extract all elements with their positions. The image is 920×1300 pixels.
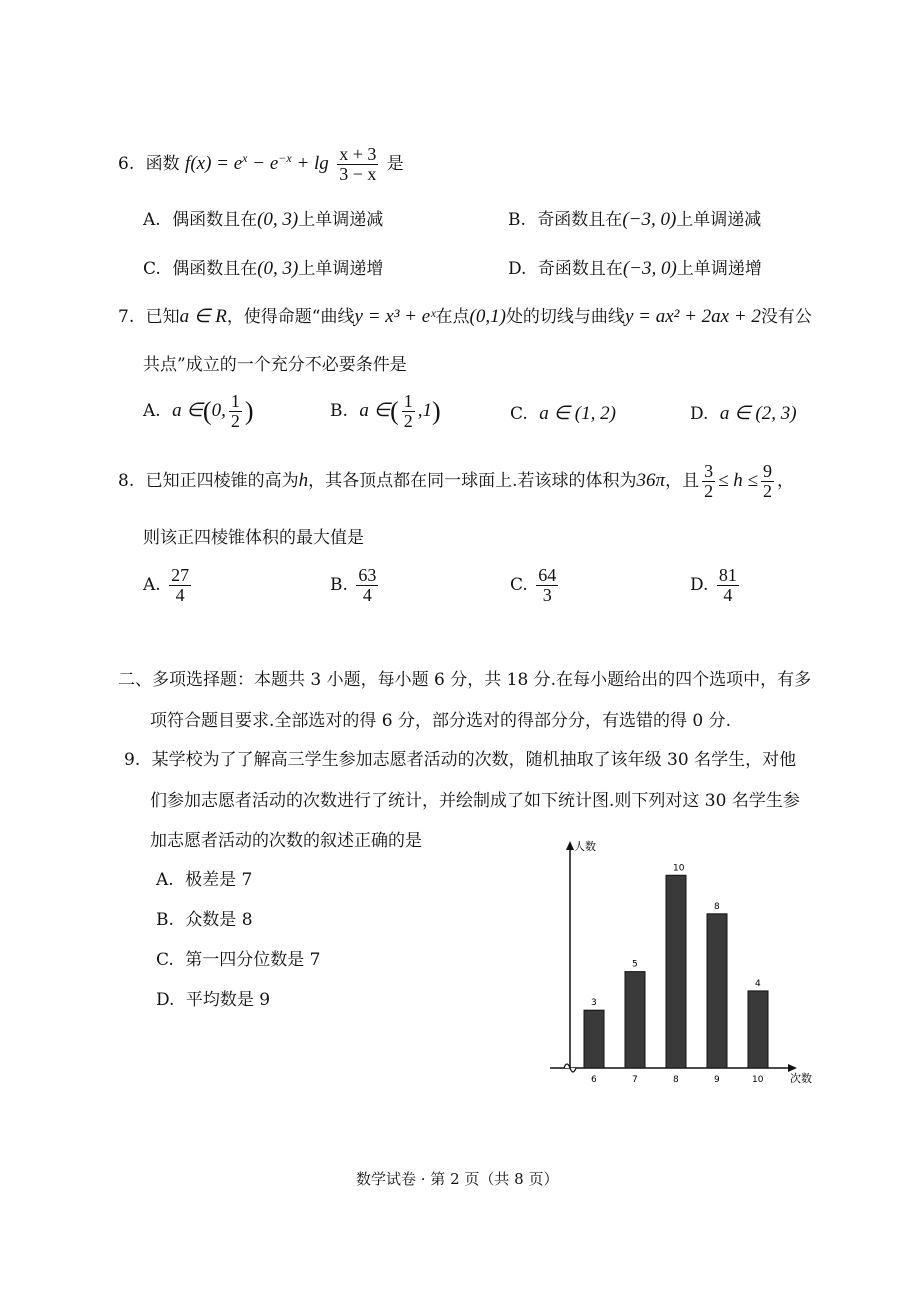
q9-option-c-label: C. bbox=[156, 950, 174, 970]
x-tick-label-7: 7 bbox=[632, 1075, 638, 1085]
q8-option-d-label: D. bbox=[690, 574, 709, 595]
q8-option-b[interactable] bbox=[330, 566, 381, 605]
q6-option-a-label: A. bbox=[143, 210, 161, 230]
q8-option-a-frac bbox=[169, 566, 191, 605]
q8-h: h bbox=[298, 469, 309, 491]
q6-option-a-interval: (0, 3) bbox=[257, 209, 299, 230]
q6-option-b-interval: (−3, 0) bbox=[622, 209, 677, 230]
q8-frac1-num: 3 bbox=[704, 461, 714, 481]
q8-number: 8. bbox=[118, 470, 135, 491]
q7-option-a-lparen: ( bbox=[202, 396, 212, 426]
q9-stem-line3: 加志愿者活动的次数的叙述正确的是 bbox=[150, 831, 422, 851]
q6-option-d[interactable] bbox=[508, 254, 762, 280]
q6-option-d-interval: (−3, 0) bbox=[622, 258, 677, 279]
section2-line1: 二、多项选择题：本题共 3 小题，每小题 6 分，共 18 分.在每小题给出的四个选项中，有多 bbox=[118, 670, 812, 690]
q9-option-b[interactable] bbox=[156, 905, 253, 930]
q7-option-d-label: D. bbox=[690, 404, 709, 424]
q8-option-d[interactable] bbox=[690, 566, 742, 605]
x-tick-label-10: 10 bbox=[752, 1075, 764, 1085]
q8-option-d-den: 4 bbox=[723, 584, 733, 605]
x-axis-arrow bbox=[788, 1064, 797, 1072]
q6-fx: f(x) = e bbox=[185, 152, 243, 174]
q7-text-e: 没有公 bbox=[760, 307, 812, 327]
q6-option-b-pre: 奇函数且在 bbox=[537, 210, 623, 230]
q7-option-a-label: A. bbox=[143, 400, 161, 421]
q8-frac1-den: 2 bbox=[704, 480, 714, 501]
q7-option-a-den: 2 bbox=[230, 410, 240, 431]
q7-math2: y = x³ + eˣ bbox=[354, 306, 436, 327]
q7-stem-line2: 共点”成立的一个充分不必要条件是 bbox=[143, 355, 407, 375]
q7-stem-line1 bbox=[118, 302, 812, 328]
q8-option-c-den: 3 bbox=[542, 584, 552, 605]
y-axis-arrow bbox=[566, 841, 574, 850]
page-footer: 数学试卷 · 第 2 页（共 8 页） bbox=[356, 1170, 559, 1188]
q7-option-c[interactable] bbox=[510, 402, 616, 425]
q6-option-c-pre: 偶函数且在 bbox=[172, 259, 258, 279]
q7-text-d: 处的切线与曲线 bbox=[505, 307, 625, 327]
bar-8 bbox=[666, 875, 686, 1068]
q8-volume: 36π bbox=[636, 469, 666, 491]
bar-value-label-6: 3 bbox=[591, 998, 597, 1009]
q6-number: 6. bbox=[118, 153, 135, 174]
q9-option-d-label: D. bbox=[156, 990, 175, 1010]
q6-option-c-interval: (0, 3) bbox=[257, 258, 299, 279]
q6-option-d-post: 上单调递增 bbox=[676, 259, 762, 279]
q7-math4: y = ax² + 2ax + 2 bbox=[624, 306, 761, 327]
q9-number: 9. bbox=[124, 750, 141, 770]
q8-stem-line2: 则该正四棱锥体积的最大值是 bbox=[143, 528, 364, 548]
q9-option-d[interactable] bbox=[156, 985, 270, 1010]
q8-frac1 bbox=[702, 462, 715, 501]
q7-text-b: ，使得命题“曲线 bbox=[226, 307, 355, 327]
q9-option-a[interactable] bbox=[156, 865, 252, 890]
q7-option-a-num: 1 bbox=[230, 391, 240, 411]
q7-option-b-label: B. bbox=[330, 400, 348, 421]
q6-mid: − e bbox=[247, 152, 279, 174]
q8-text-d: ， bbox=[776, 470, 794, 491]
q6-option-a-pre: 偶函数且在 bbox=[172, 210, 258, 230]
y-axis-label: 人数 bbox=[574, 840, 596, 853]
x-tick-label-9: 9 bbox=[714, 1075, 720, 1085]
chart-bars bbox=[584, 863, 768, 1085]
q6-stem bbox=[118, 145, 404, 184]
q8-option-b-num: 63 bbox=[358, 565, 377, 585]
q9-option-c[interactable] bbox=[156, 945, 320, 970]
q6-option-b-label: B. bbox=[508, 210, 526, 230]
bar-10 bbox=[748, 991, 768, 1068]
q7-math3: (0,1) bbox=[469, 306, 506, 327]
q9-stem-line1 bbox=[124, 745, 796, 770]
q6-option-d-pre: 奇函数且在 bbox=[537, 259, 623, 279]
q6-exp2: −x bbox=[278, 151, 292, 166]
q8-option-a-label: A. bbox=[143, 574, 161, 595]
q7-text-a: 已知 bbox=[145, 307, 180, 327]
q8-stem-line1 bbox=[118, 462, 794, 501]
q8-option-c-frac bbox=[536, 566, 558, 605]
q8-option-c[interactable] bbox=[510, 566, 561, 605]
q8-frac2 bbox=[761, 462, 774, 501]
q8-option-a[interactable] bbox=[143, 566, 194, 605]
q9-option-a-text: 极差是 7 bbox=[185, 870, 253, 890]
q6-option-a[interactable] bbox=[143, 205, 383, 231]
q8-text-b: ，其各顶点都在同一球面上.若该球的体积为 bbox=[308, 470, 637, 491]
q6-option-b[interactable] bbox=[508, 205, 761, 231]
q7-option-b-rparen: ) bbox=[432, 396, 441, 426]
q7-option-b-frac bbox=[402, 392, 415, 431]
q8-option-c-label: C. bbox=[510, 574, 528, 595]
q6-option-c-label: C. bbox=[143, 259, 161, 279]
q9-option-b-text: 众数是 8 bbox=[185, 910, 253, 930]
q7-option-b-pre: a ∈ bbox=[359, 399, 391, 421]
q7-option-b[interactable] bbox=[330, 392, 441, 431]
q8-option-c-num: 64 bbox=[538, 565, 557, 585]
q6-option-c-post: 上单调递增 bbox=[298, 259, 384, 279]
q8-option-a-den: 4 bbox=[175, 584, 185, 605]
q8-frac2-num: 9 bbox=[762, 461, 772, 481]
q6-option-a-post: 上单调递减 bbox=[298, 210, 384, 230]
q7-option-a-start: 0, bbox=[211, 399, 226, 421]
q7-option-a-frac bbox=[229, 392, 242, 431]
q7-option-d[interactable] bbox=[690, 402, 797, 425]
q8-option-b-den: 4 bbox=[362, 584, 372, 605]
q8-frac2-den: 2 bbox=[762, 480, 772, 501]
q7-option-d-text: a ∈ (2, 3) bbox=[719, 403, 797, 424]
q9-option-a-label: A. bbox=[156, 870, 174, 890]
q6-fraction bbox=[337, 145, 378, 184]
q9-stem-line2: 们参加志愿者活动的次数进行了统计，并绘制成了如下统计图.则下列对这 30 名学生参 bbox=[150, 791, 800, 811]
q6-option-b-post: 上单调递减 bbox=[676, 210, 762, 230]
q6-frac-den: 3 − x bbox=[339, 163, 377, 184]
q7-option-b-lparen: ( bbox=[390, 396, 399, 426]
q6-option-d-label: D. bbox=[508, 259, 527, 279]
q7-option-c-label: C. bbox=[510, 404, 528, 424]
q7-option-b-num: 1 bbox=[403, 391, 413, 411]
q7-number: 7. bbox=[118, 307, 135, 327]
q7-option-c-text: a ∈ (1, 2) bbox=[539, 403, 616, 424]
q8-inequality: ≤ h ≤ bbox=[718, 469, 758, 491]
bar-value-label-9: 8 bbox=[714, 901, 720, 912]
q8-option-d-num: 81 bbox=[718, 565, 737, 585]
q6-lg: + lg bbox=[291, 152, 329, 174]
q6-lead: 函数 bbox=[145, 153, 180, 174]
q8-option-b-label: B. bbox=[330, 574, 348, 595]
section2-line2: 项符合题目要求.全部选对的得 6 分，部分选对的得部分分，有选错的得 0 分. bbox=[150, 711, 732, 731]
q6-exp1: x bbox=[242, 151, 248, 166]
q7-text-c: 在点 bbox=[435, 307, 470, 327]
q9-option-d-text: 平均数是 9 bbox=[185, 990, 271, 1010]
x-tick-label-6: 6 bbox=[591, 1075, 597, 1085]
bar-6 bbox=[584, 1010, 604, 1068]
q8-option-a-num: 27 bbox=[171, 565, 190, 585]
x-axis-label: 次数 bbox=[790, 1072, 812, 1085]
bar-value-label-10: 4 bbox=[755, 978, 761, 989]
q9-option-b-label: B. bbox=[156, 910, 174, 930]
q7-option-b-den: 2 bbox=[403, 410, 413, 431]
q6-tail: 是 bbox=[386, 153, 404, 174]
q8-option-d-frac bbox=[717, 566, 739, 605]
bar-value-label-7: 5 bbox=[632, 959, 638, 970]
q7-math1: a ∈ R bbox=[179, 306, 227, 327]
q8-option-b-frac bbox=[356, 566, 378, 605]
bar-9 bbox=[707, 914, 727, 1068]
q9-text-line1: 某学校为了了解高三学生参加志愿者活动的次数，随机抽取了该年级 30 名学生，对他 bbox=[151, 750, 797, 770]
x-tick-label-8: 8 bbox=[673, 1075, 679, 1085]
q9-bar-chart bbox=[540, 838, 830, 1088]
q7-option-a-pre: a ∈ bbox=[172, 399, 203, 421]
bar-7 bbox=[625, 972, 645, 1068]
q7-option-b-end: ,1 bbox=[417, 399, 433, 421]
q8-text-a: 已知正四棱锥的高为 bbox=[145, 470, 299, 491]
q7-option-a[interactable] bbox=[143, 392, 254, 431]
bar-value-label-8: 10 bbox=[673, 863, 685, 874]
q8-text-c: ，且 bbox=[665, 470, 700, 491]
q6-frac-num: x + 3 bbox=[339, 144, 377, 164]
q6-option-c[interactable] bbox=[143, 254, 383, 280]
q9-option-c-text: 第一四分位数是 7 bbox=[185, 950, 321, 970]
q7-option-a-rparen: ) bbox=[244, 396, 254, 426]
